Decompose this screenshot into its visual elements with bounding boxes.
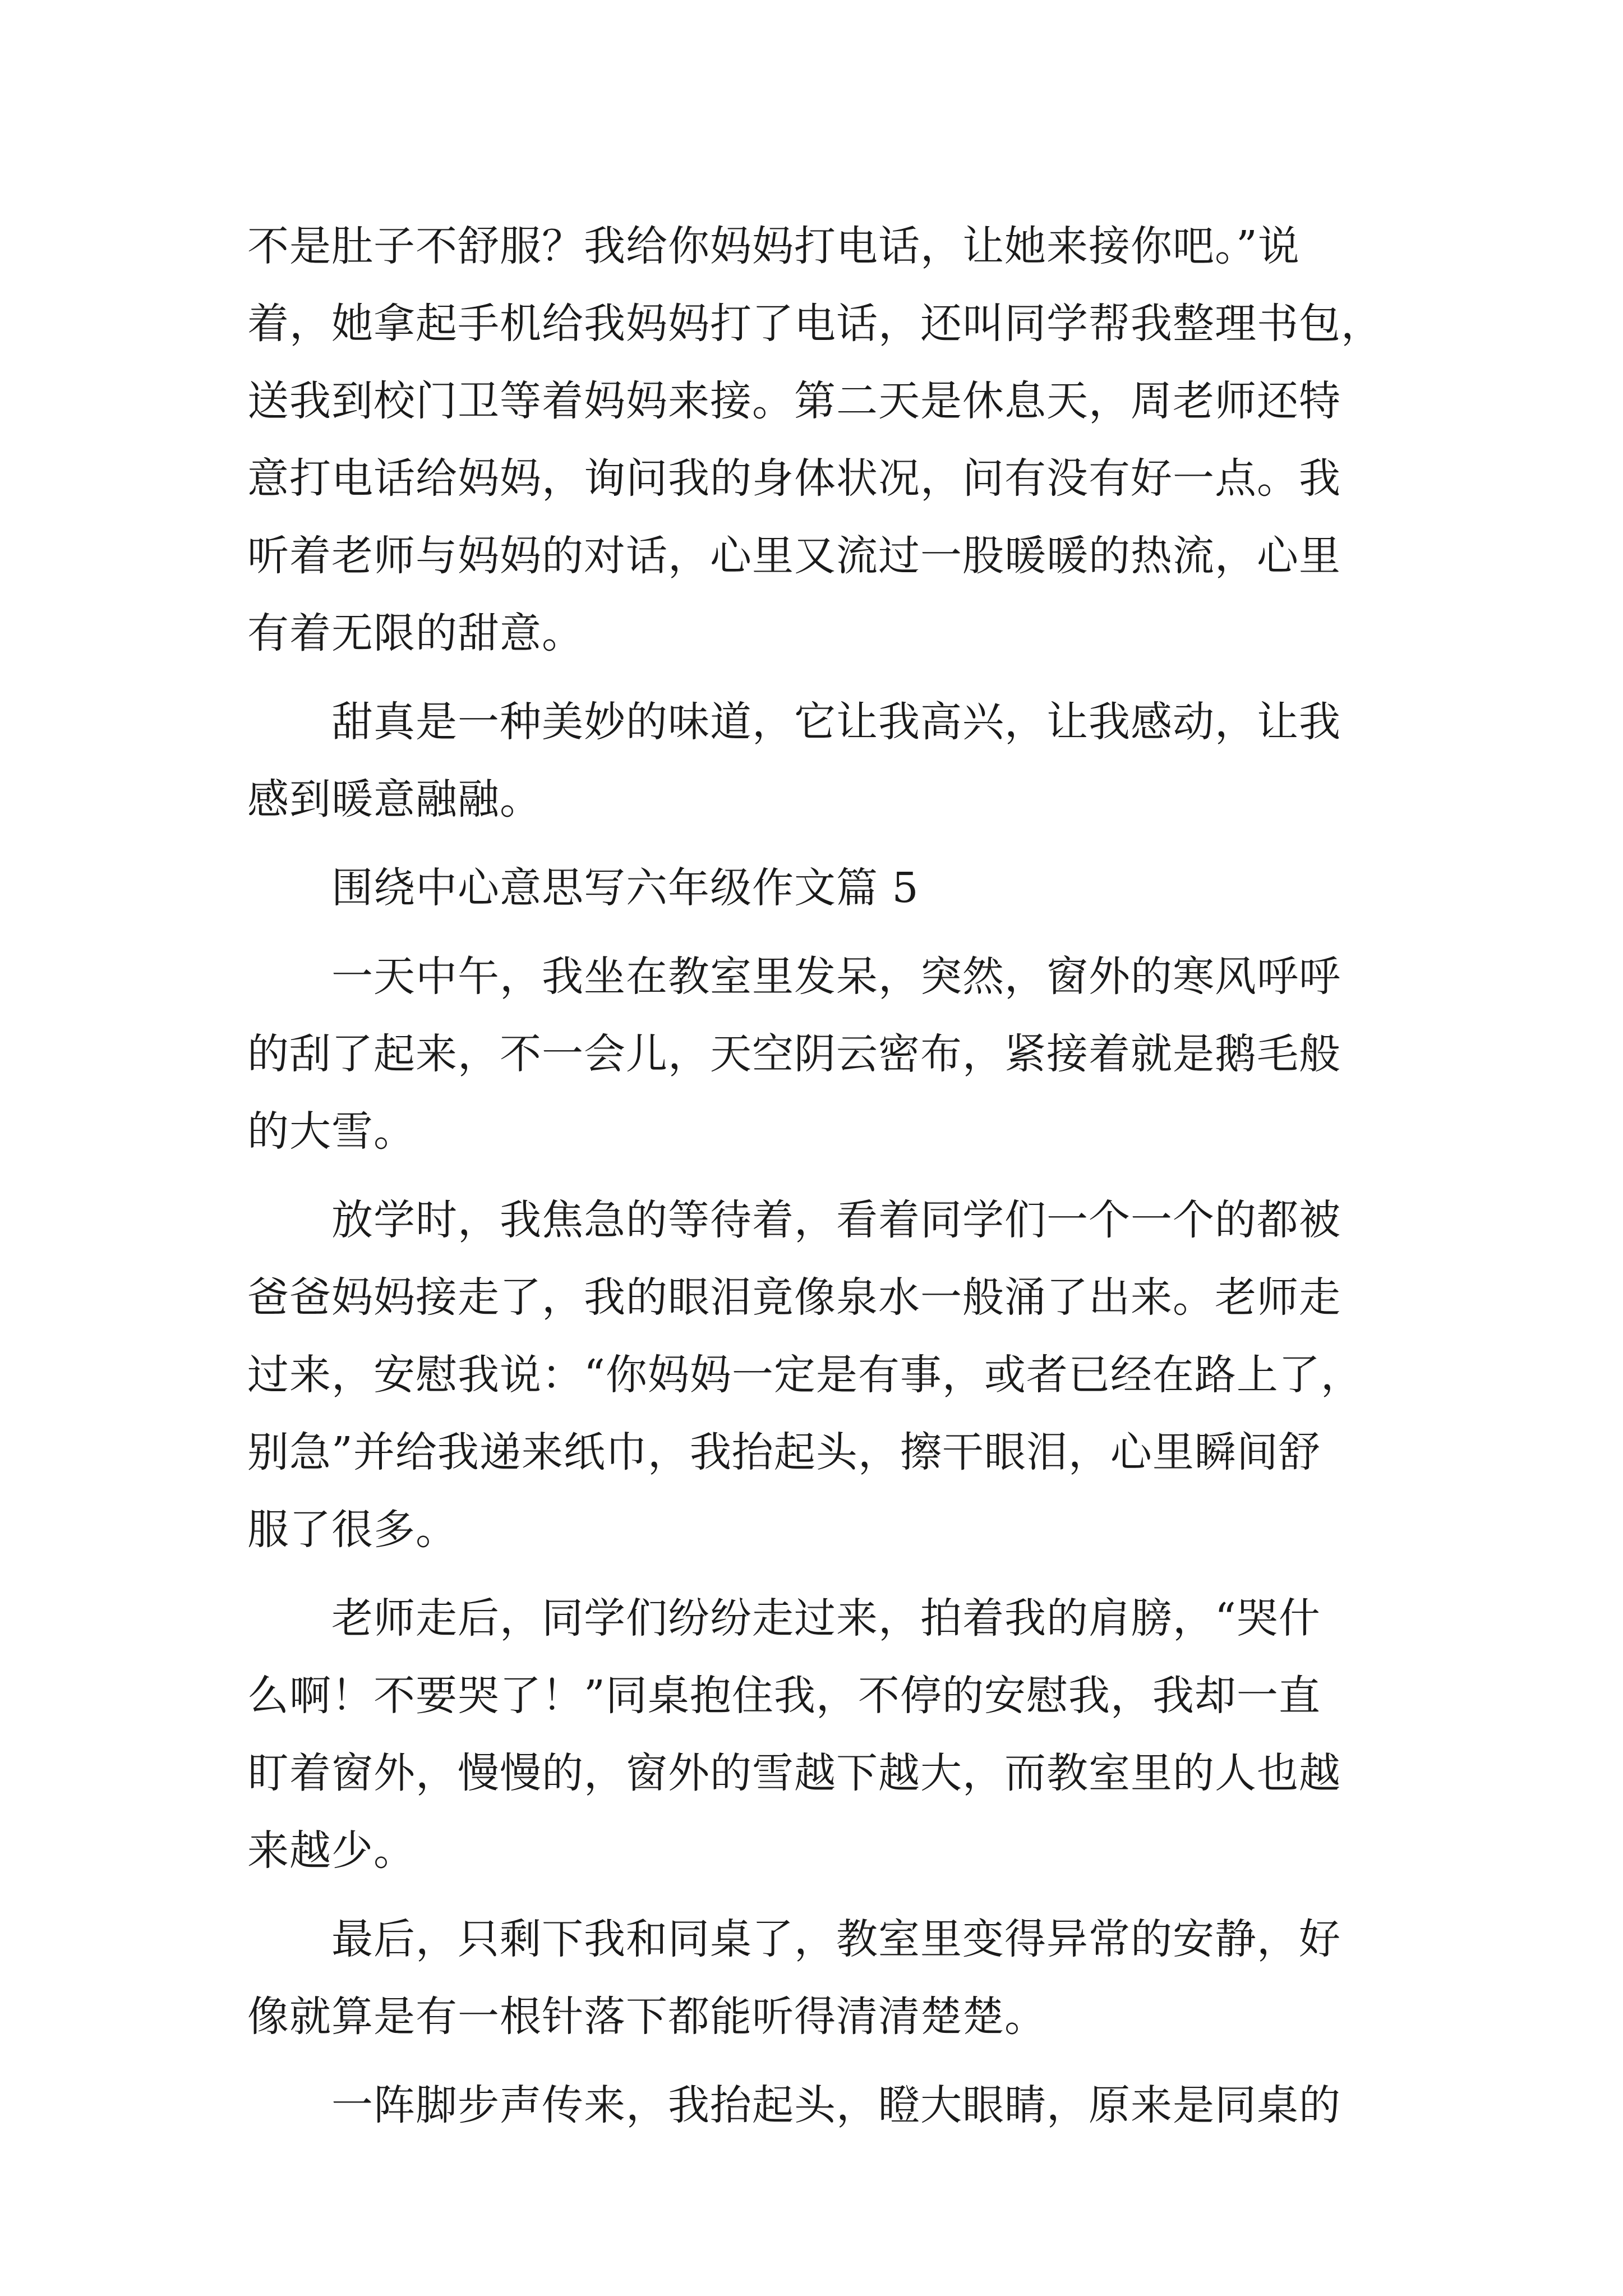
paragraph <box>247 208 1383 672</box>
paragraph <box>247 683 1380 838</box>
text-line: 来越少。 <box>247 1826 416 1875</box>
text-line: 一天中午，我坐在教室里发呆，突然，窗外的寒风呼呼 <box>331 953 1341 1001</box>
paragraph-gap <box>247 1889 1380 1901</box>
text-line: 么啊！不要哭了！”同桌抱住我，不停的安慰我，我却一直 <box>247 1672 1321 1720</box>
text-line: 甜真是一种美妙的味道，它让我高兴，让我感动，让我 <box>331 698 1341 746</box>
text-line: 过来，安慰我说：“你妈妈一定是有事，或者已经在路上了， <box>247 1351 1363 1399</box>
text-line: 感到暖意融融。 <box>247 775 542 823</box>
text-line: 老师走后，同学们纷纷走过来，拍着我的肩膀，“哭什 <box>331 1594 1321 1642</box>
text-line: 的刮了起来，不一会儿，天空阴云密布，紧接着就是鹅毛般 <box>247 1030 1341 1078</box>
text-line: 爸爸妈妈接走了，我的眼泪竟像泉水一般涌了出来。老师走 <box>247 1273 1341 1322</box>
document-body <box>247 208 1383 2144</box>
text-line: 围绕中心意思写六年级作文篇 5 <box>331 864 919 912</box>
paragraph-gap <box>247 2055 1380 2067</box>
text-line: 服了很多。 <box>247 1506 458 1554</box>
text-line: 盯着窗外，慢慢的，窗外的雪越下越大，而教室里的人也越 <box>247 1749 1341 1797</box>
paragraph-gap <box>247 838 1380 849</box>
paragraph-gap <box>247 1170 1380 1181</box>
text-line: 一阵脚步声传来，我抬起头，瞪大眼睛，原来是同桌的 <box>331 2081 1341 2129</box>
text-line: 送我到校门卫等着妈妈来接。第二天是休息天，周老师还特 <box>247 377 1341 425</box>
paragraph <box>247 849 1380 927</box>
text-line: 的大雪。 <box>247 1107 416 1156</box>
paragraph <box>247 1181 1380 1568</box>
paragraph <box>247 1580 1380 1889</box>
text-line: 像就算是有一根针落下都能听得清清楚楚。 <box>247 1993 1046 2041</box>
text-line: 不是肚子不舒服？我给你妈妈打电话，让她来接你吧。”说 <box>247 222 1300 270</box>
paragraph <box>247 1901 1380 2055</box>
paragraph-gap <box>247 927 1380 938</box>
paragraph <box>247 938 1380 1170</box>
text-line: 放学时，我焦急的等待着，看着同学们一个一个的都被 <box>331 1196 1341 1244</box>
paragraph-gap <box>247 672 1380 683</box>
text-line: 意打电话给妈妈，询问我的身体状况，问有没有好一点。我 <box>247 454 1341 503</box>
text-line: 有着无限的甜意。 <box>247 609 584 657</box>
text-line: 着，她拿起手机给我妈妈打了电话，还叫同学帮我整理书包， <box>247 300 1383 348</box>
text-line: 听着老师与妈妈的对话，心里又流过一股暖暖的热流，心里 <box>247 532 1341 580</box>
paragraph <box>247 2067 1380 2144</box>
text-line: 最后，只剩下我和同桌了，教室里变得异常的安静，好 <box>331 1915 1341 1963</box>
paragraph-gap <box>247 1568 1380 1580</box>
text-line: 别急”并给我递来纸巾，我抬起头，擦干眼泪，心里瞬间舒 <box>247 1428 1321 1476</box>
